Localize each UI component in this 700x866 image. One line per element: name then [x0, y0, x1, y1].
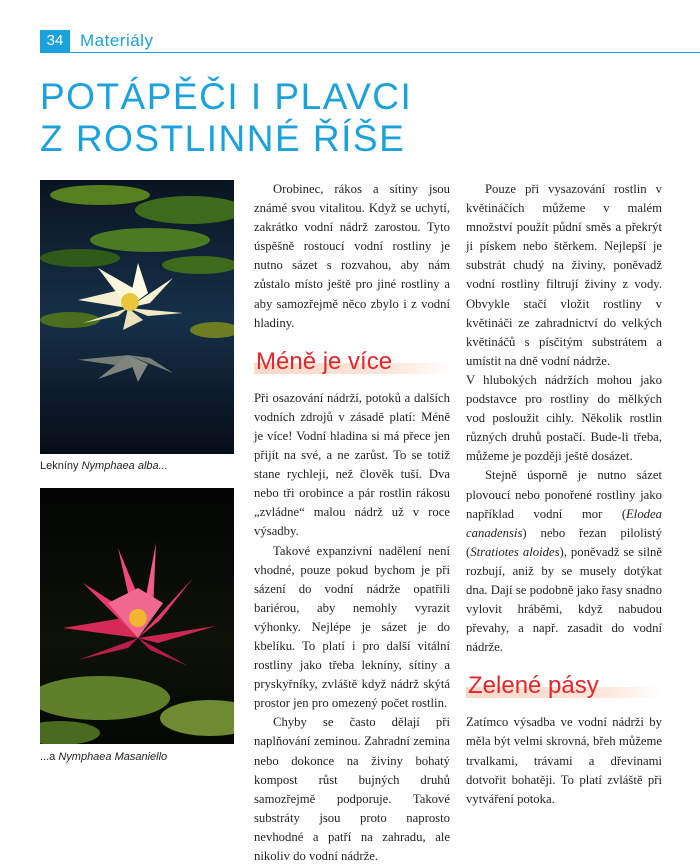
subheading-mene-je-vice: Méně je více: [254, 346, 450, 378]
photo-white-water-lily: [40, 180, 234, 454]
paragraph: Při osazování nádrží, potoků a dalších vodních zdrojů v zásadě platí: Méně je více! Vodní hladina si má přece jen přijít na své, a ne zarůst. To se totiž stane rychleji, než člověk tuší. Dva nebo tři orobince a pár rostlin rákosu „zvládne“ malou nádrž už v roce výsadby.: [254, 390, 450, 539]
caption-species-1: Nymphaea alba...: [81, 460, 168, 472]
paragraph: V hlubokých nádržích mohou jako podstavce pro rostliny do mělkých vod posloužit cihly. Několik rostlin různých druhů postačí. Bude-li třeba, můžeme je později ještě dosázet.: [466, 372, 662, 464]
section-name: Materiály: [80, 31, 154, 50]
caption-species-2: Nymphaea Masaniello: [58, 751, 168, 763]
subheading-zelene-pasy: Zelené pásy: [466, 670, 662, 702]
article-title: [40, 76, 660, 160]
paragraph: Stejně úsporně je nutno sázet plovoucí nebo ponořené rostliny jako například vodní mor (Elodea canadensis) nebo řezan pilolistý (Stratiotes aloides), poněvadž se silně rozbují, aniž by se musely dotýkat dna. Dají se podobně jako řasy snadno vylovit hráběmi, když nabudou převahy, a např. zasadit do vodní nádrže.: [466, 468, 662, 655]
title-line-2: Z ROSTLINNÉ ŘÍŠE: [40, 118, 406, 159]
paragraph: Pouze při vysazování rostlin v květináčích můžeme v malém množství použít půdní směs a překrýt ji pískem nebo štěrkem. Nejlepší je substrát chudý na živiny, poněvadž vodní rostliny filtrují živiny z vody. Obvykle stačí vložit rostliny v květináči ze zahradnictví do velkých květináčů s písčitým substrátem a umístit na dně vodní nádrže.: [466, 182, 662, 368]
header-rule: [40, 52, 700, 53]
paragraph: Orobinec, rákos a sítiny jsou známé svou vitalitou. Když se uchytí, zakrátko vodní nádrž zarostou. Tyto úspěšně rostoucí vodní rostliny je nutno sázet s rozvahou, aby nám zůstalo místo ještě pro jiné rostliny a aby samozřejmě něco zbylo i z vodní hladiny.: [254, 182, 450, 330]
caption-photo-1: Lekníny Nymphaea alba...: [40, 460, 168, 472]
paragraph: Chyby se často dělají při naplňování zeminou. Zahradní zemina nebo dokonce na živiny bohatý kompost růst bujných druhů samozřejmě podporuje. Takové substráty jsou proto naprosto nevhodné a patří na zahradu, ale nikoliv do vodní nádrže.: [254, 715, 450, 863]
caption-photo-2: ...a Nymphaea Masaniello: [40, 751, 168, 763]
photo-pink-water-lily: [40, 488, 234, 744]
text-column-right: [466, 180, 662, 809]
text-column-middle: [254, 180, 450, 866]
title-line-1: POTÁPĚČI I PLAVCI: [40, 76, 413, 117]
page-number: 34: [40, 30, 70, 52]
paragraph: Zatímco výsadba ve vodní nádrži by měla být velmi skrovná, břeh můžeme trvalkami, trávami a dřevinami dotvořit bohatěji. To platí zvláště při vytváření potoka.: [466, 715, 662, 806]
paragraph: Takové expanzivní nadělení není vhodné, pouze pokud bychom je při sázení do vodní nádrže opatřili bariérou, aby nemohly vyrazit výhonky. Nejlépe je sázet je do kbelíku. To platí i pro další vitální rostliny jako třeba lekníny, sítiny a pryskyřníky, zvláště když nádrž skýtá prostor jen pro omezený počet rostlin.: [254, 543, 450, 711]
page-header: [0, 30, 700, 56]
